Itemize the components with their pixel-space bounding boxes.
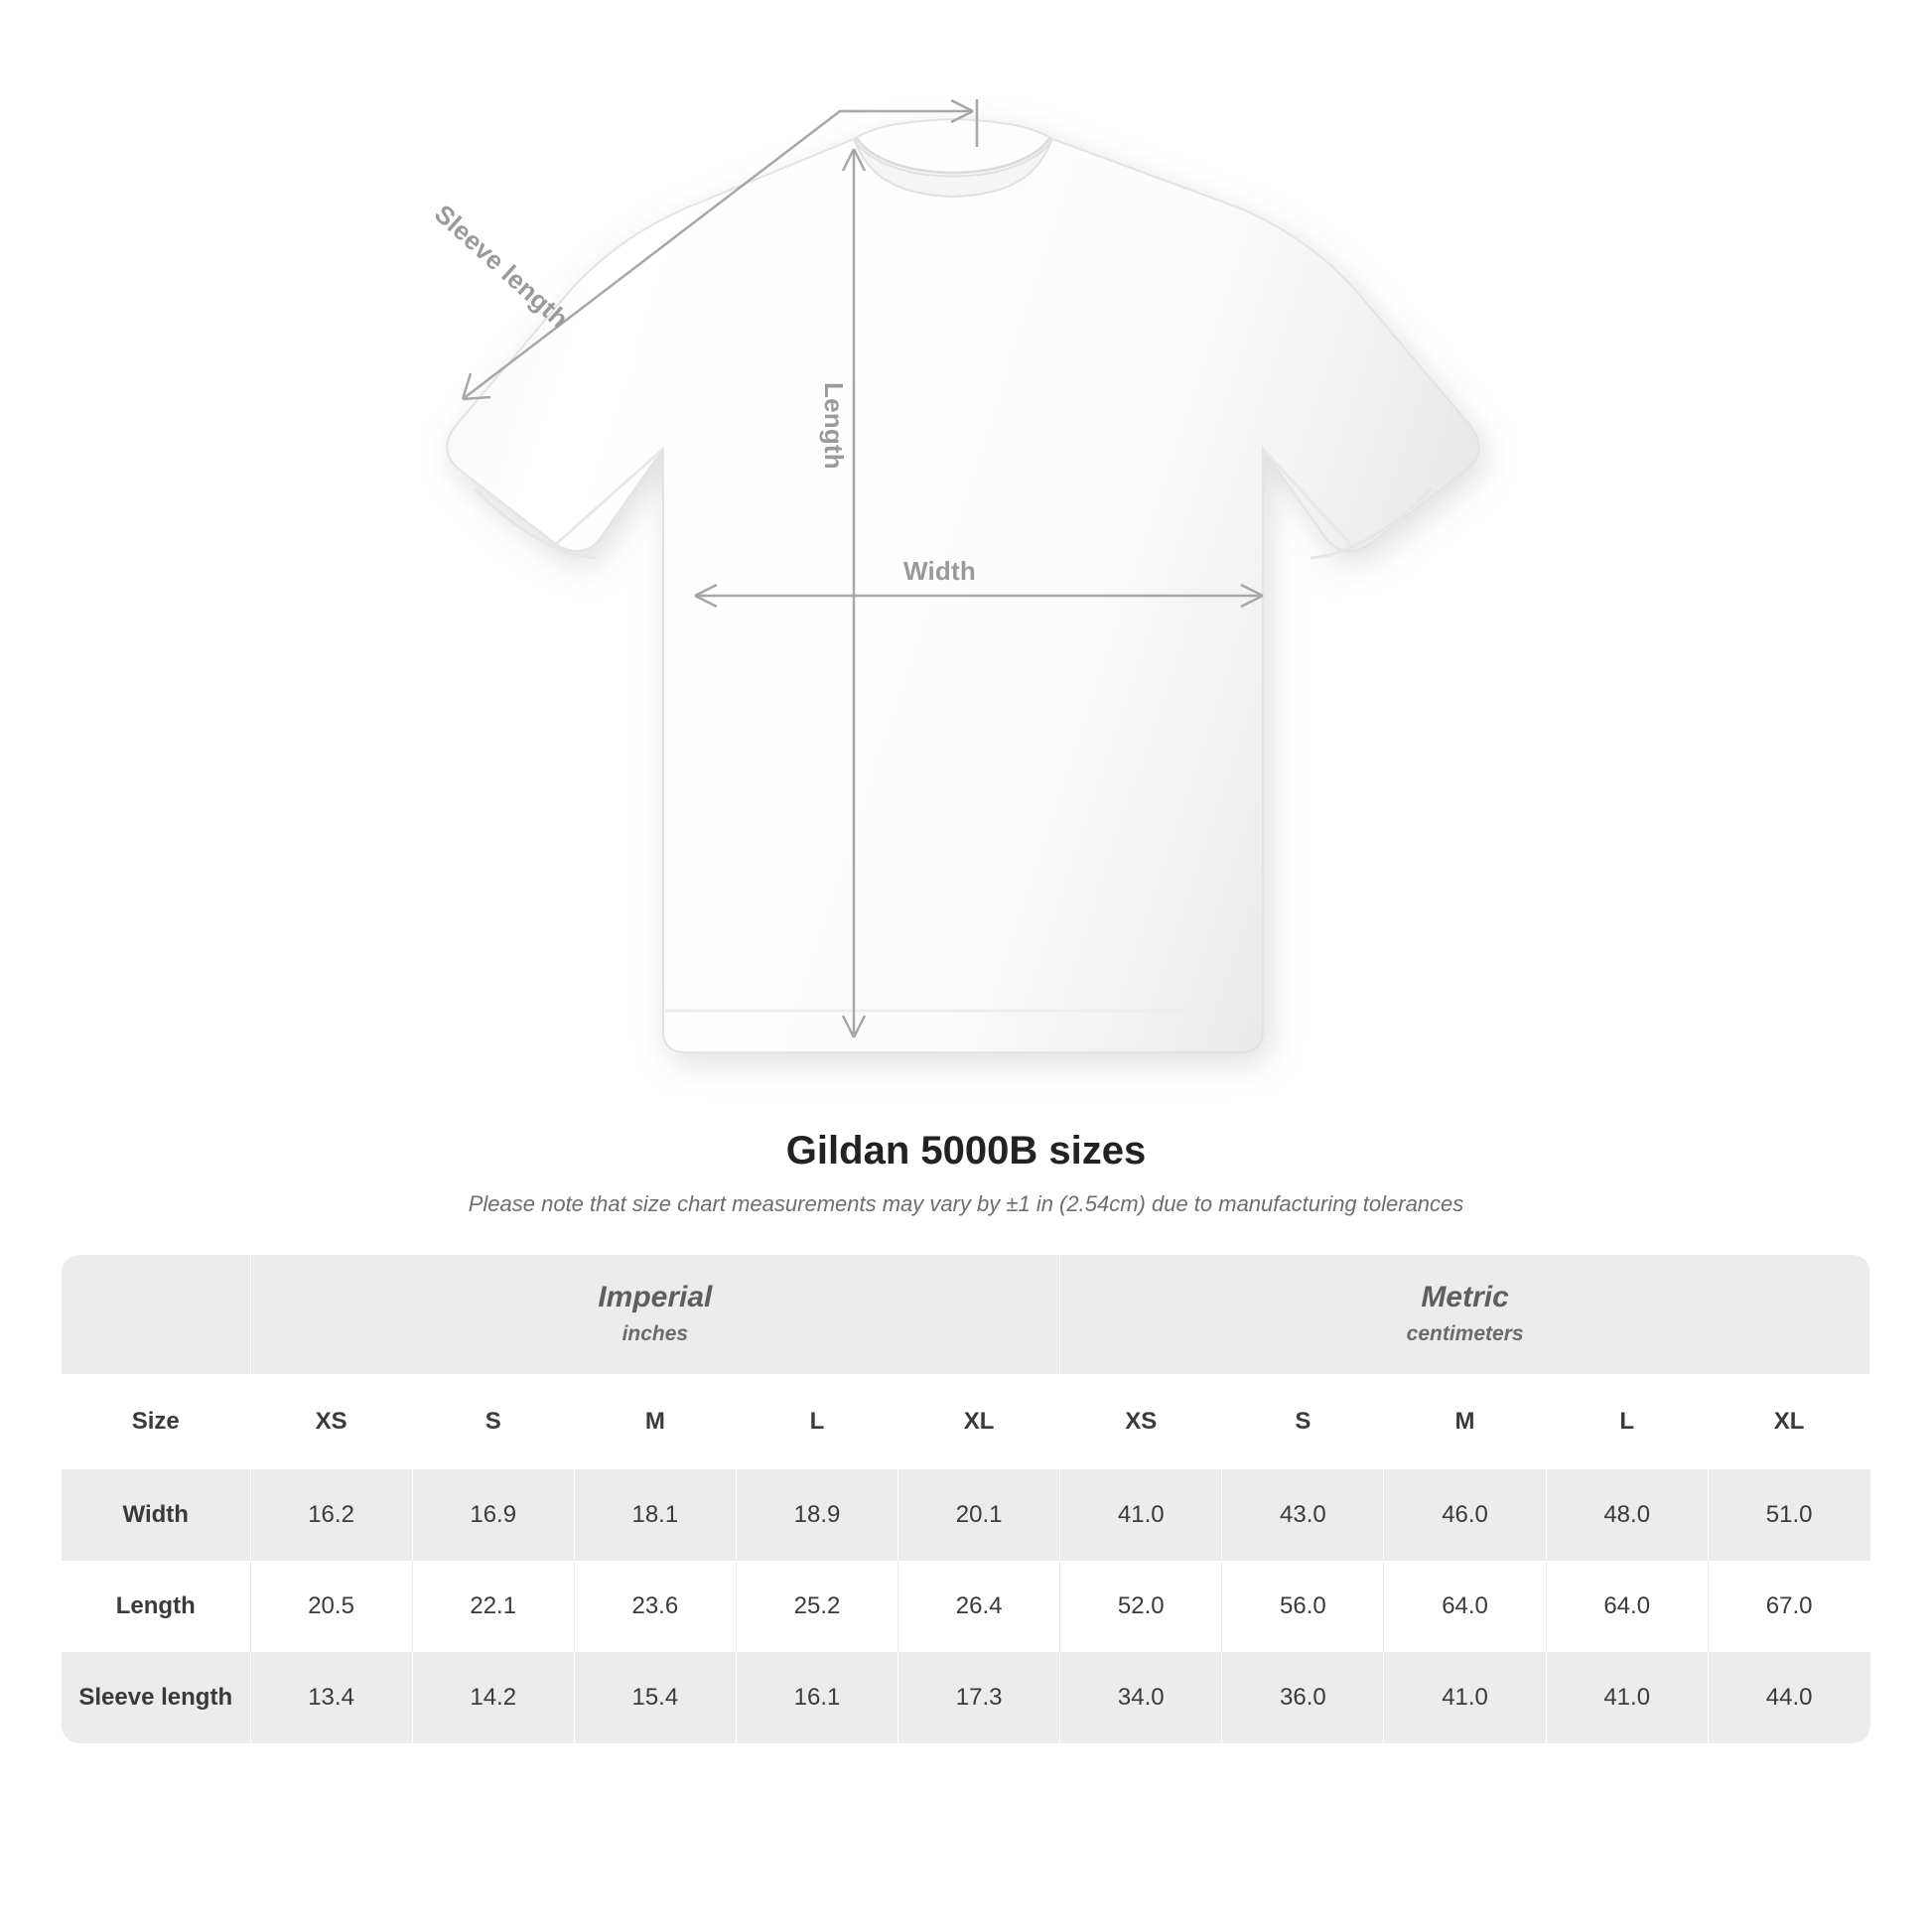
column-header-imperial-xl: XL	[898, 1374, 1060, 1469]
unit-group-imperial-name: Imperial	[598, 1281, 713, 1313]
cell-length-imperial-l: 25.2	[736, 1561, 897, 1652]
cell-width-imperial-l: 18.9	[736, 1469, 897, 1561]
column-header-size: Size	[62, 1374, 250, 1469]
cell-width-metric-xl: 51.0	[1708, 1469, 1869, 1561]
cell-width-metric-s: 43.0	[1222, 1469, 1384, 1561]
unit-group-row	[62, 1255, 1870, 1374]
column-header-metric-xl: XL	[1708, 1374, 1869, 1469]
cell-width-imperial-m: 18.1	[574, 1469, 736, 1561]
cell-sleeve-metric-m: 41.0	[1384, 1652, 1546, 1743]
dimension-label-width: Width	[903, 556, 976, 586]
cell-length-metric-s: 56.0	[1222, 1561, 1384, 1652]
page-title: Gildan 5000B sizes	[785, 1129, 1147, 1173]
cell-sleeve-imperial-m: 15.4	[574, 1652, 736, 1743]
column-header-imperial-s: S	[412, 1374, 574, 1469]
column-header-imperial-l: L	[736, 1374, 897, 1469]
table-row	[62, 1652, 1870, 1743]
cell-length-imperial-m: 23.6	[574, 1561, 736, 1652]
cell-sleeve-metric-xs: 34.0	[1060, 1652, 1222, 1743]
unit-group-metric-sub: centimeters	[1406, 1322, 1524, 1345]
unit-group-imperial-sub: inches	[621, 1322, 689, 1345]
cell-width-metric-m: 46.0	[1384, 1469, 1546, 1561]
cell-sleeve-imperial-s: 14.2	[412, 1652, 574, 1743]
cell-width-imperial-s: 16.9	[412, 1469, 574, 1561]
column-header-metric-m: M	[1384, 1374, 1546, 1469]
column-header-imperial-m: M	[574, 1374, 736, 1469]
column-header-metric-l: L	[1546, 1374, 1708, 1469]
table-header-row	[62, 1374, 1870, 1469]
table-row	[62, 1469, 1870, 1561]
cell-width-imperial-xs: 16.2	[250, 1469, 412, 1561]
row-label-length: Length	[62, 1561, 250, 1652]
cell-length-imperial-s: 22.1	[412, 1561, 574, 1652]
cell-length-metric-xl: 67.0	[1708, 1561, 1869, 1652]
unit-group-imperial	[250, 1255, 1060, 1374]
tolerance-note: Please note that size chart measurements may vary by ±1 in (2.54cm) due to manufacturing tolerances	[468, 1191, 1464, 1216]
table-row	[62, 1561, 1870, 1652]
cell-length-imperial-xs: 20.5	[250, 1561, 412, 1652]
dimension-label-length: Length	[819, 382, 849, 470]
cell-length-imperial-xl: 26.4	[898, 1561, 1060, 1652]
cell-length-metric-l: 64.0	[1546, 1561, 1708, 1652]
cell-sleeve-metric-l: 41.0	[1546, 1652, 1708, 1743]
unit-group-metric	[1060, 1255, 1870, 1374]
cell-width-imperial-xl: 20.1	[898, 1469, 1060, 1561]
cell-length-metric-m: 64.0	[1384, 1561, 1546, 1652]
row-label-sleeve-length: Sleeve length	[62, 1652, 250, 1743]
cell-width-metric-l: 48.0	[1546, 1469, 1708, 1561]
title-block	[0, 1129, 1932, 1217]
row-label-width: Width	[62, 1469, 250, 1561]
cell-width-metric-xs: 41.0	[1060, 1469, 1222, 1561]
unit-group-metric-name: Metric	[1421, 1281, 1509, 1313]
dimension-label-sleeve: Sleeve length	[428, 199, 575, 335]
cell-sleeve-metric-s: 36.0	[1222, 1652, 1384, 1743]
cell-sleeve-imperial-xl: 17.3	[898, 1652, 1060, 1743]
column-header-metric-s: S	[1222, 1374, 1384, 1469]
column-header-metric-xs: XS	[1060, 1374, 1222, 1469]
cell-sleeve-imperial-l: 16.1	[736, 1652, 897, 1743]
cell-sleeve-metric-xl: 44.0	[1708, 1652, 1869, 1743]
cell-length-metric-xs: 52.0	[1060, 1561, 1222, 1652]
cell-sleeve-imperial-xs: 13.4	[250, 1652, 412, 1743]
unit-row-spacer	[62, 1255, 250, 1374]
column-header-imperial-xs: XS	[250, 1374, 412, 1469]
size-chart-table	[62, 1255, 1870, 1743]
